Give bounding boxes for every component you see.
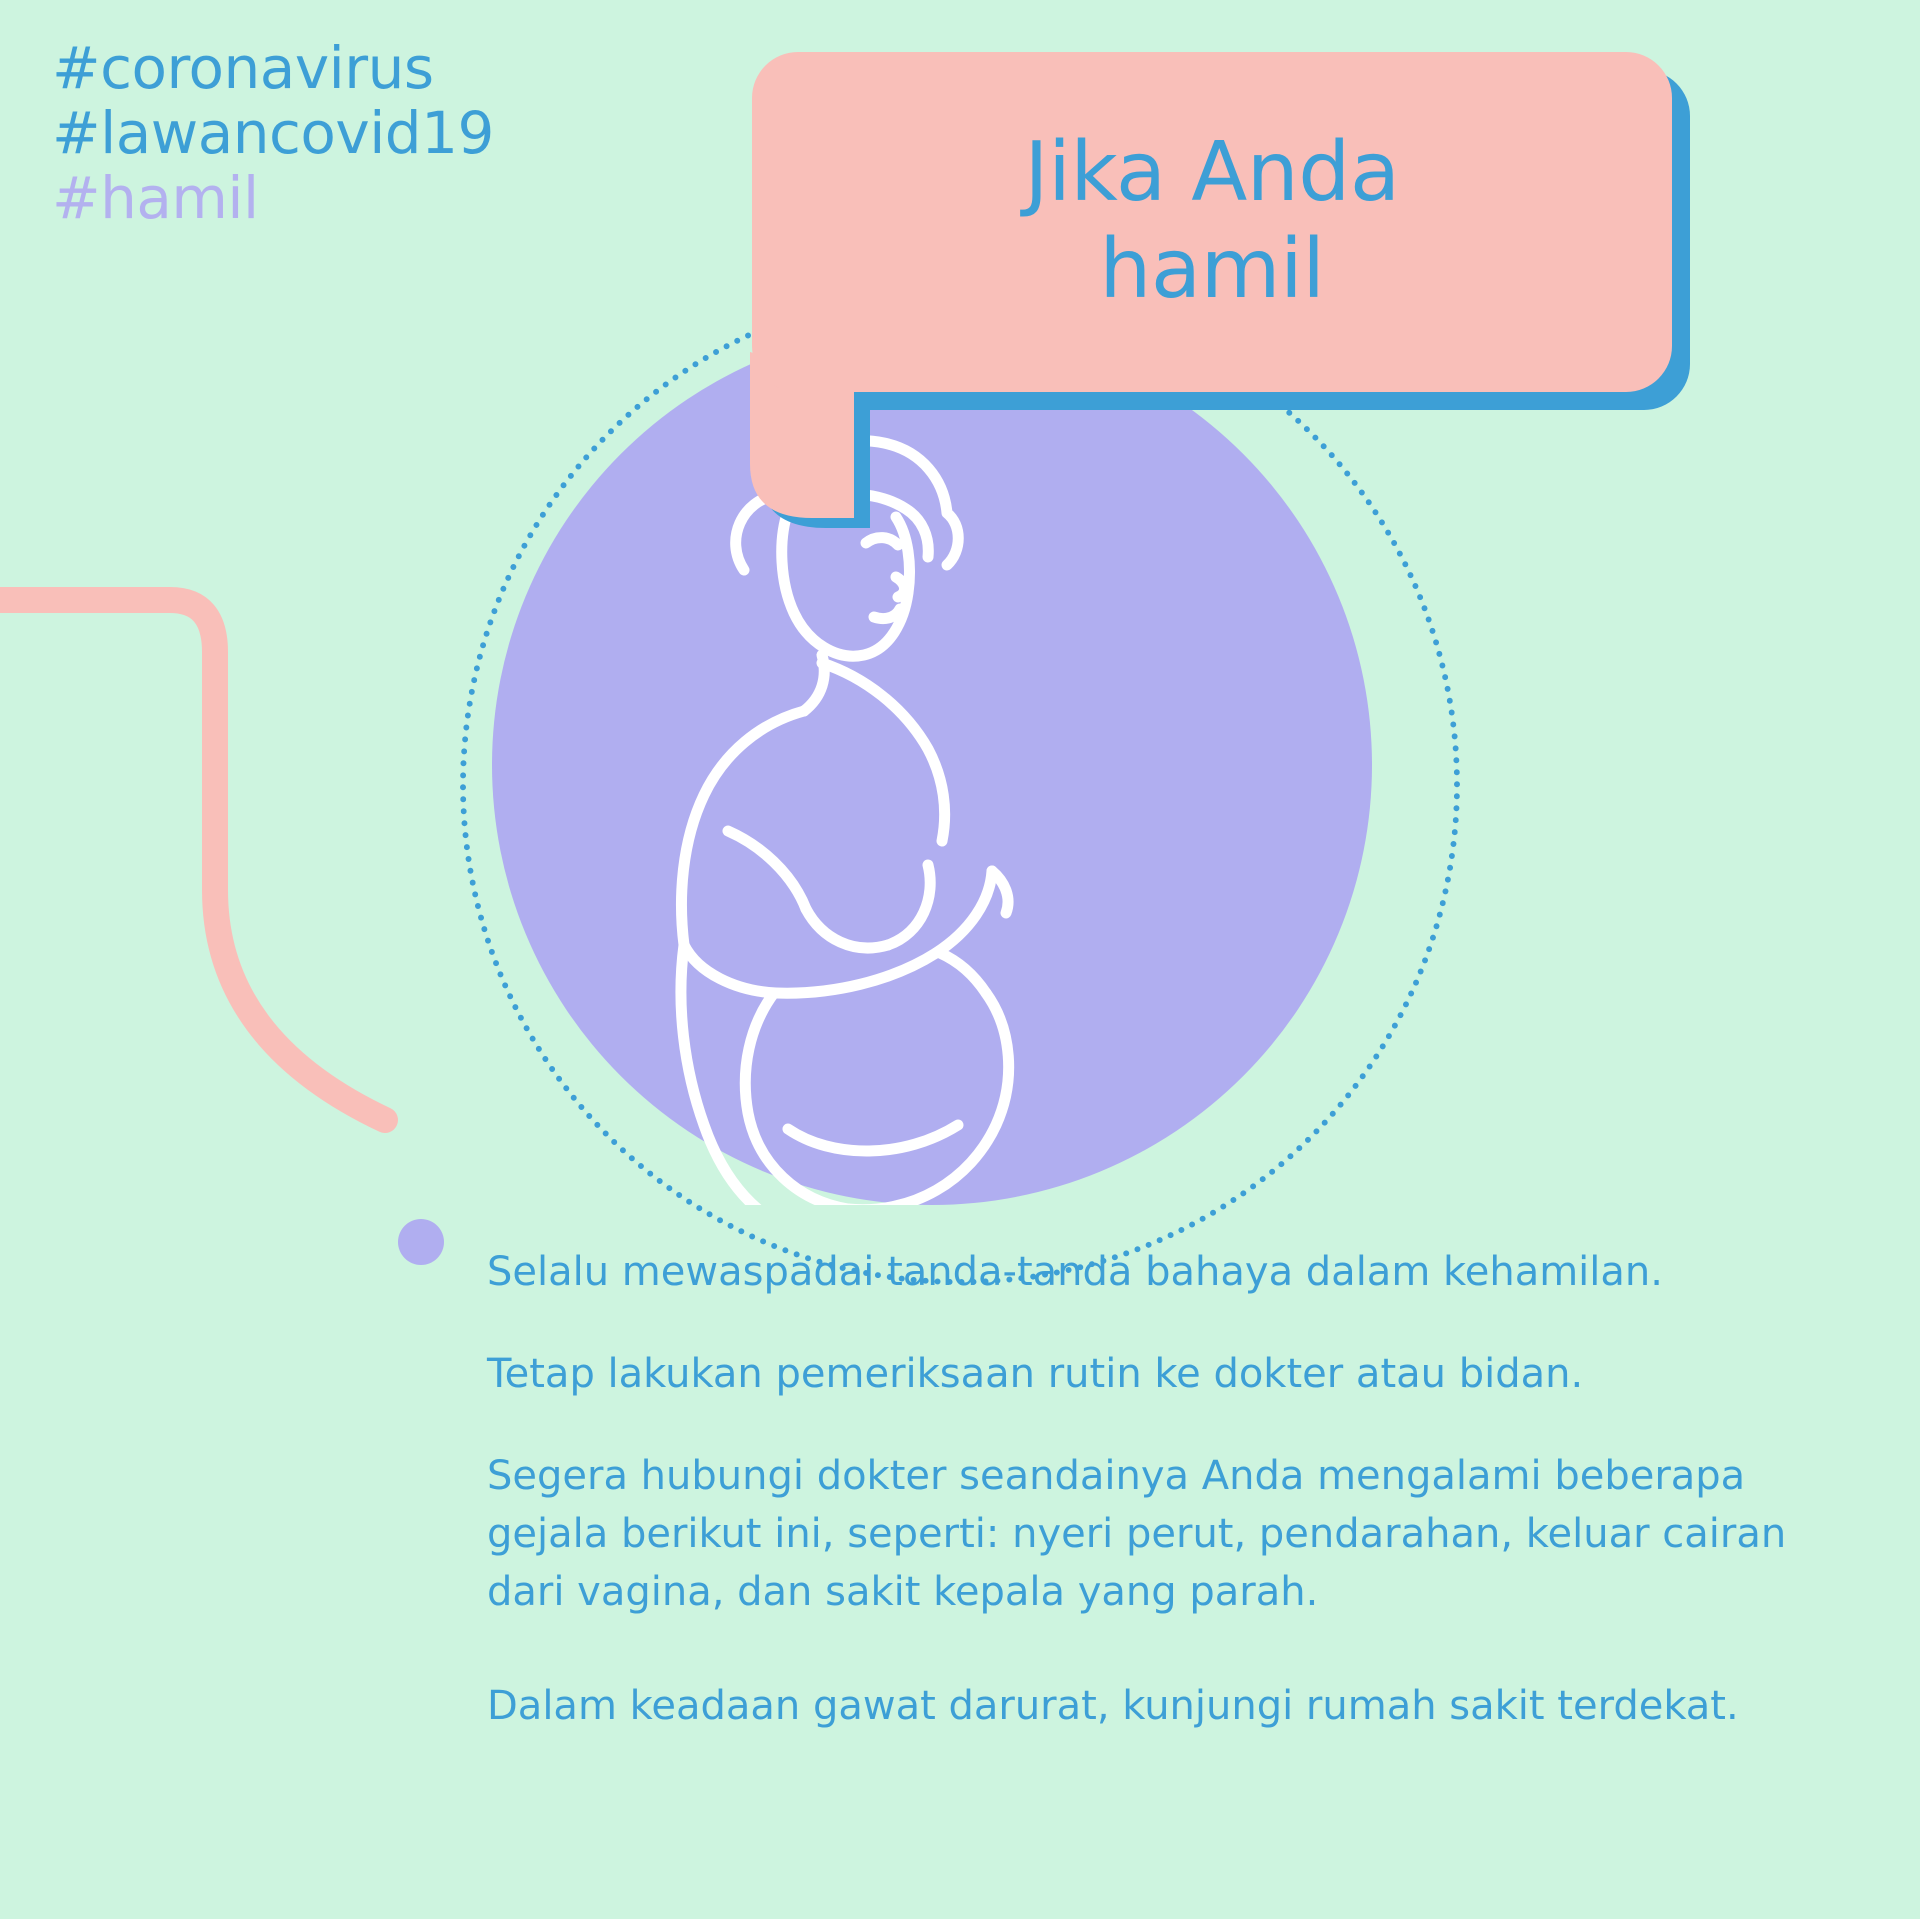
hashtag-lawancovid19: #lawancovid19 xyxy=(52,98,494,167)
tip-item-4: Dalam keadaan gawat darurat, kunjungi rumah sakit terdekat. xyxy=(487,1683,1739,1729)
tip-item-1: Selalu mewaspadai tanda-tanda bahaya dalam kehamilan. xyxy=(487,1249,1663,1295)
tip-item-2: Tetap lakukan pemeriksaan rutin ke dokter atau bidan. xyxy=(487,1351,1584,1397)
bubble-line-2: hamil xyxy=(1099,222,1325,317)
bullet-dot xyxy=(398,1219,444,1265)
hashtag-hamil: #hamil xyxy=(52,163,259,232)
speech-bubble xyxy=(752,52,1692,482)
hashtag-group xyxy=(52,36,494,231)
hashtag-coronavirus: #coronavirus xyxy=(52,34,434,102)
pink-curve-decoration xyxy=(0,560,460,1260)
tips-list xyxy=(487,1243,1817,1735)
speech-bubble-text xyxy=(752,52,1672,392)
tip-item-3: Segera hubungi dokter seandainya Anda mengalami beberapa gejala berikut ini, seperti: nyeri perut, pendarahan, keluar cairan dari vagina, dan sakit kepala yang parah. xyxy=(487,1453,1787,1615)
bubble-line-1: Jika Anda xyxy=(1024,125,1400,221)
